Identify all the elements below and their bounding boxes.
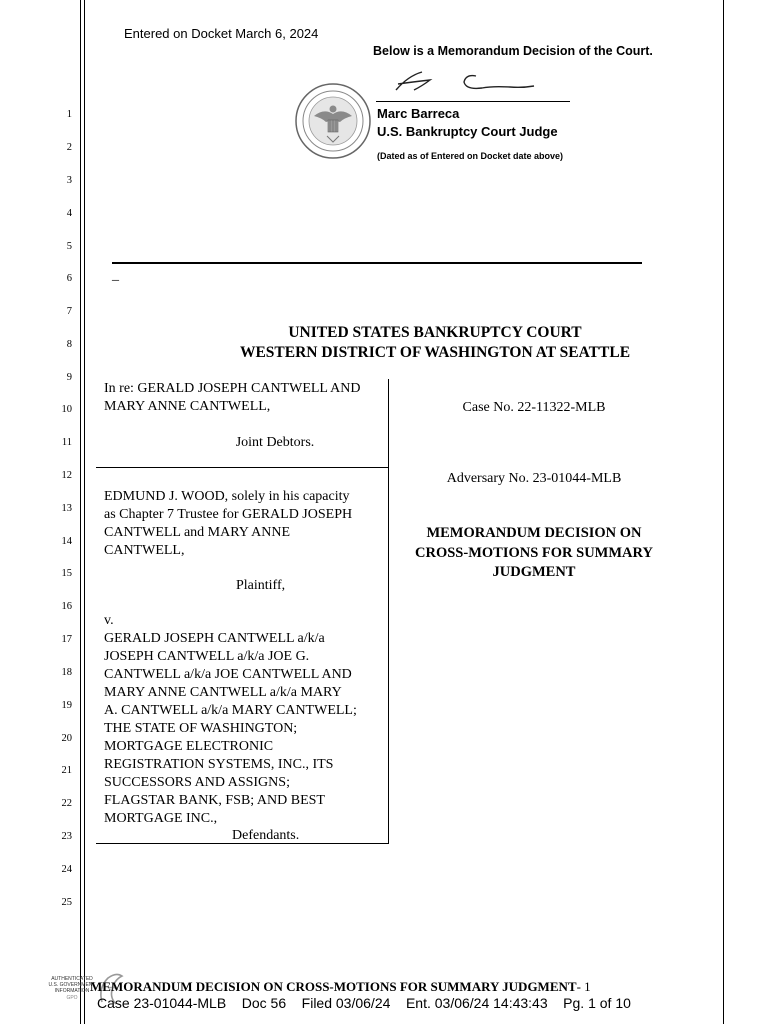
line-number: 6 xyxy=(66,273,72,284)
line-number: 18 xyxy=(61,667,72,678)
plaintiff-line: CANTWELL and MARY ANNE xyxy=(104,525,290,540)
court-name-line-2: WESTERN DISTRICT OF WASHINGTON AT SEATTLE xyxy=(239,344,631,361)
defendant-line: JOSEPH CANTWELL a/k/a JOE G. xyxy=(104,649,310,664)
defendants-block xyxy=(104,612,386,828)
line-number: 16 xyxy=(61,601,72,612)
line-number: 13 xyxy=(61,503,72,514)
defendant-line: MARY ANNE CANTWELL a/k/a MARY xyxy=(104,685,342,700)
line-number: 25 xyxy=(61,897,72,908)
dated-note: (Dated as of Entered on Docket date above) xyxy=(377,151,564,161)
line-number: 20 xyxy=(61,733,72,744)
gpo-mark-line: U.S. GOVERNMENT xyxy=(48,982,96,988)
defendant-line: GERALD JOSEPH CANTWELL a/k/a xyxy=(104,631,325,646)
defendant-line: CANTWELL a/k/a JOE CANTWELL AND xyxy=(104,667,352,682)
left-margin-rule-inner xyxy=(84,0,85,1024)
versus-label: v. xyxy=(104,613,114,628)
defendant-line: SUCCESSORS AND ASSIGNS; xyxy=(104,775,290,790)
line-number: 22 xyxy=(61,798,72,809)
docket-entry-text: Entered on Docket March 6, 2024 xyxy=(124,26,319,41)
line-number: 17 xyxy=(61,634,72,645)
defendant-line: A. CANTWELL a/k/a MARY CANTWELL; xyxy=(104,703,357,718)
line-number: 11 xyxy=(61,437,72,448)
line-number: 19 xyxy=(61,700,72,711)
defendant-line: THE STATE OF WASHINGTON; xyxy=(104,721,298,736)
defendant-line: MORTGAGE ELECTRONIC xyxy=(104,739,274,754)
line-number: 4 xyxy=(66,208,72,219)
adversary-number: Adversary No. 23-01044-MLB xyxy=(446,471,622,486)
right-margin-rule xyxy=(723,0,724,1024)
gpo-mark-line: AUTHENTICATED xyxy=(51,976,93,982)
line-number: 12 xyxy=(61,470,72,481)
gpo-mark-line: INFORMATION xyxy=(54,988,90,994)
line-number: 9 xyxy=(66,372,72,383)
left-margin-rule-outer xyxy=(80,0,81,1024)
in-re-line: MARY ANNE CANTWELL, xyxy=(104,399,271,414)
line-number: 14 xyxy=(61,536,72,547)
gpo-mark-line: GPO xyxy=(66,995,78,1001)
plaintiff-line: EDMUND J. WOOD, solely in his capacity xyxy=(104,489,350,504)
joint-debtors-label: Joint Debtors. xyxy=(235,435,315,450)
in-re-line: In re: GERALD JOSEPH CANTWELL AND xyxy=(104,381,361,396)
court-seal-icon xyxy=(294,82,372,160)
plaintiff-line: CANTWELL, xyxy=(104,543,185,558)
defendant-line: REGISTRATION SYSTEMS, INC., ITS xyxy=(104,757,334,772)
case-stamp: Case 23-01044-MLB Doc 56 Filed 03/06/24 Ent. 03/06/24 14:43:43 Pg. 1 of 10 xyxy=(97,995,631,1011)
defendant-line: MORTGAGE INC., xyxy=(104,811,218,826)
footer-doc-title: MEMORANDUM DECISION ON CROSS-MOTIONS FOR SUMMARY JUDGMENT xyxy=(90,979,577,994)
plaintiff-label: Plaintiff, xyxy=(236,578,286,593)
line-number: 10 xyxy=(61,404,72,415)
plaintiff-block xyxy=(104,488,386,560)
line-number: 15 xyxy=(61,568,72,579)
judge-signature xyxy=(392,66,564,96)
signature-line xyxy=(376,101,570,102)
document-title-line: MEMORANDUM DECISION ON xyxy=(426,525,642,541)
court-name xyxy=(90,323,770,363)
line-number: 23 xyxy=(61,831,72,842)
footer-page-suffix: - 1 xyxy=(576,979,591,994)
document-title xyxy=(396,524,672,583)
document-title-line: CROSS-MOTIONS FOR SUMMARY xyxy=(415,544,653,561)
plaintiff-line: as Chapter 7 Trustee for GERALD JOSEPH xyxy=(104,507,353,522)
caption-separator-rule xyxy=(112,262,642,264)
in-re-block xyxy=(104,380,386,416)
line-number: 2 xyxy=(66,142,72,153)
case-number: Case No. 22-11322-MLB xyxy=(462,400,606,415)
defendant-line: FLAGSTAR BANK, FSB; AND BEST xyxy=(104,793,325,808)
line-number: 1 xyxy=(66,109,72,120)
line-number: 7 xyxy=(66,306,72,317)
judge-title: U.S. Bankruptcy Court Judge xyxy=(377,124,558,139)
judge-name: Marc Barreca xyxy=(377,106,460,121)
line-number: 3 xyxy=(66,175,72,186)
line-number: 21 xyxy=(61,765,72,776)
defendants-label: Defendants. xyxy=(232,828,300,843)
line-number: 5 xyxy=(66,241,72,252)
footer-title xyxy=(90,979,591,995)
line-number: 8 xyxy=(66,339,72,350)
line-number: 24 xyxy=(61,864,72,875)
memo-notice-text: Below is a Memorandum Decision of the Court. xyxy=(373,44,653,58)
court-name-line-1: UNITED STATES BANKRUPTCY COURT xyxy=(288,324,582,341)
caption-divider-rule xyxy=(96,467,388,468)
separator-dash: _ xyxy=(112,268,119,283)
document-title-line: JUDGMENT xyxy=(492,564,576,580)
